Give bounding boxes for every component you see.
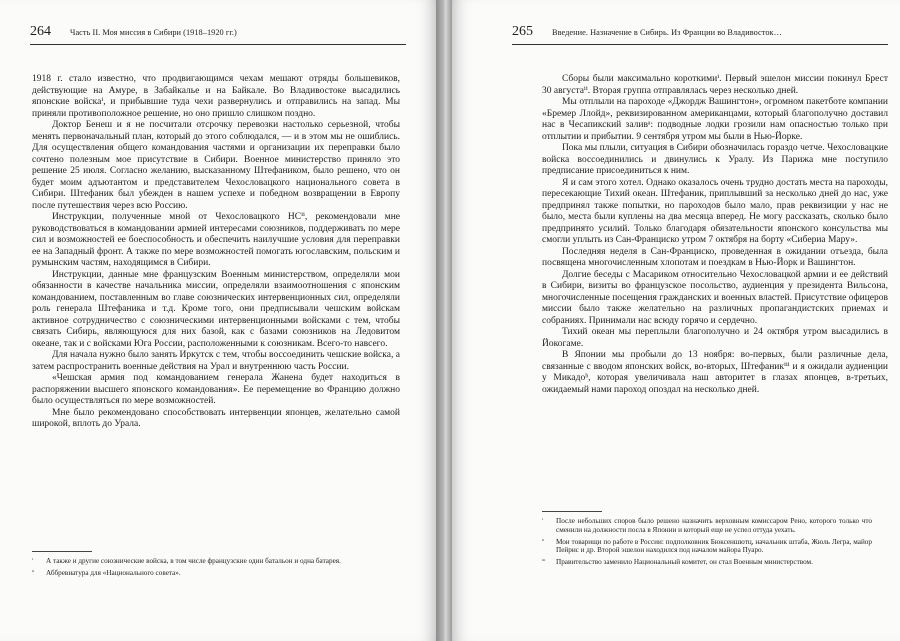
page-number: 264 <box>30 24 51 39</box>
footnote-rule <box>542 511 602 512</box>
paragraph: Инструкции, данные мне французским Военным министерством, определяли мои обязанности в качестве начальника миссии, определяли взаимоотношения с японским командованием, поставленным во главе союзнических интервенционных сил, определяли роль генерала Штефаника и т.д. Кроме того, они предписывали чешским войскам активное сотрудничество с союзническими интервенционными войсками с тем, чтобы связать Сибирь, являющуюся для них базой, как с базами союзников на Ледовитом океане, так и с войсками Юга России, расположенными к союзникам. Всего-то навсего. <box>32 269 400 349</box>
footnote-text: После небольших споров было решено назначить верховным комиссаром Рено, которого только что сменили на должности посла в Японии и который еще не успел оттуда уехать. <box>556 517 872 534</box>
paragraph: Доктор Бенеш и я не посчитали отсрочку перевозки настолько серьезной, чтобы менять первоначальный план, который до этого соблюдался, — и в этом мы не ошиблись. Для осуществления общего командования частями и организации их переправки было сочтено полезным мое присутствие в Сибири. Военное министерство приняло это решение 25 июля. Согласно желанию, высказанному Штефаником, было решено, что он будет моим адъютантом и представителем Чехословацкого национального совета в Сибири. Штефаник был убежден в нашем успехе и победном возвращении в Европу после путешествия через всю Россию. <box>32 120 400 211</box>
paragraph: Долгие беседы с Масариком относительно Чехословацкой армии и ее действий в Сибири, визиты во французское посольство, аудиенция у президента Вильсона, многочисленные посещения гражданских и военных властей. Присутствие офицеров миссии было также желательно на различных пропагандистских приемах и собраниях. Принимали нас всюду горячо и сердечно. <box>542 269 888 326</box>
running-head: Введение. Назначение в Сибирь. Из Франции во Владивосток… <box>552 28 782 37</box>
footnote-mark: ⁱ <box>32 558 34 564</box>
paragraph: Сборы были максимально короткимиⁱ. Первый эшелон миссии покинул Брест 30 августаⁱⁱ. Вторая группа отправлялась через несколько дней. <box>542 74 888 96</box>
footnote <box>542 558 872 567</box>
footnote-text: Мои товарищи по работе в России: подполковник Бюксеншютц, начальник штаба, Жюль Легра, майор Пейрис и др. Второй эшелон находился под началом майора Пуаро. <box>556 537 872 555</box>
footnote <box>542 517 872 535</box>
left-page <box>0 0 436 641</box>
paragraph: В Японии мы пробыли до 13 ноября: во-первых, были различные дела, связанные с вводом японских войск, во-вторых, Штефаникⁱⁱⁱ и я ожидали аудиенции у Микадоᵇ, которая увеличивала наш авторитет в глазах японцев, в-третьих, ожидаемый нами пароход опоздал на несколько дней. <box>542 350 888 395</box>
footnote-text: Правительство заменило Национальный комитет, он стал Военным министерством. <box>556 558 813 567</box>
footnote <box>32 557 362 566</box>
paragraph: Мне было рекомендовано способствовать интервенции японцев, желательно самой широкой, вплоть до Урала. <box>32 407 400 429</box>
footnote-text: А также и другие союзнические войска, в том числе французские один батальон и одна батарея. <box>46 557 341 565</box>
left-page-header <box>30 24 406 45</box>
right-page <box>452 0 900 641</box>
footnote-mark: ⁱ <box>542 518 544 524</box>
left-page-body <box>32 74 400 431</box>
paragraph: Для начала нужно было занять Иркутск с тем, чтобы воссоединить чешские войска, а затем распространить военные действия на Урал и внутреннюю часть России. <box>32 350 400 372</box>
paragraph: Тихий океан мы переплыли благополучно и 24 октября утром высадились в Йокогаме. <box>542 327 888 349</box>
footnote-mark: ⁱⁱ <box>32 569 35 576</box>
page-number: 265 <box>512 24 533 39</box>
paragraph: Пока мы плыли, ситуация в Сибири обозначилась гораздо четче. Чехословацкие войска воссоединились и двинулись к Уралу. Из Парижа мне поступило предписание присоединиться к ним. <box>542 143 888 176</box>
footnote-rule <box>32 551 92 552</box>
right-page-body <box>542 74 888 396</box>
footnote-mark: ⁱⁱ <box>542 538 545 545</box>
right-page-header <box>512 24 888 45</box>
left-page-footnotes <box>32 551 362 581</box>
footnote <box>32 569 362 578</box>
book-gutter <box>436 0 452 641</box>
paragraph: «Чешская армия под командованием генерала Жанена будет находиться в распоряжении высшего японского командования». Ее перемещение во Францию должно было осуществляться по мере возможностей. <box>32 373 400 406</box>
footnote-text: Аббревиатура для «Национального совета». <box>46 568 181 577</box>
footnote <box>542 538 872 556</box>
paragraph: Я и сам этого хотел. Однако оказалось очень трудно достать места на пароходы, пересекающие Тихий океан. Штефаник, приплывший за несколько дней до нас, уже предпринял также попытки, но пароходов было мало, прав реквизиции у нас не было, места были куплены на два месяца вперед. Не могу рассказать, сколько было предпринято усилий. Только благодаря обязательности японского консульства мы смогли уплыть из Сан-Франциско утром 7 октября на борту «Сибериа Мару». <box>542 177 888 245</box>
right-page-footnotes <box>542 511 872 570</box>
paragraph: 1918 г. стало известно, что продвигающимся чехам мешают отряды большевиков, действующие на Амуре, в Забайкалье и на Байкале. Во Владивостоке высадились японские войскаⁱ, и прибывшие туда чехи развернулись и отправились на запад. Мы приняли противоположное решение, но оно пришло слишком поздно. <box>32 74 400 119</box>
paragraph: Инструкции, полученные мной от Чехословацкого НСⁱⁱ, рекомендовали мне руководствоваться в командовании армией интересами союзников, поддерживать по мере сил и возможностей ее боеспособность и обеспечить наилучшие условия для переправки ее на Западный фронт. А также по мере возможностей помогать югославским, польским и румынским частям, находящимся в Сибири. <box>32 212 400 268</box>
paragraph: Последняя неделя в Сан-Франциско, проведенная в ожидании отъезда, была посвящена многочисленным хлопотам и поездкам в Нью-Йорк и Вашингтон. <box>542 246 888 268</box>
running-head: Часть II. Моя миссия в Сибири (1918–1920 гг.) <box>70 28 237 37</box>
footnote-mark: ⁱⁱⁱ <box>542 559 546 566</box>
paragraph: Мы отплыли на пароходе «Джордж Вашингтон», огромном пакетботе компании «Бремер Ллойд», реквизированном американцами, который благополучно доставил нас в Чесапикский заливᵃ: подводные лодки грозили нам опасностью только при отплытии и прибытии. 9 сентября утром мы были в Нью-Йорке. <box>542 97 888 142</box>
